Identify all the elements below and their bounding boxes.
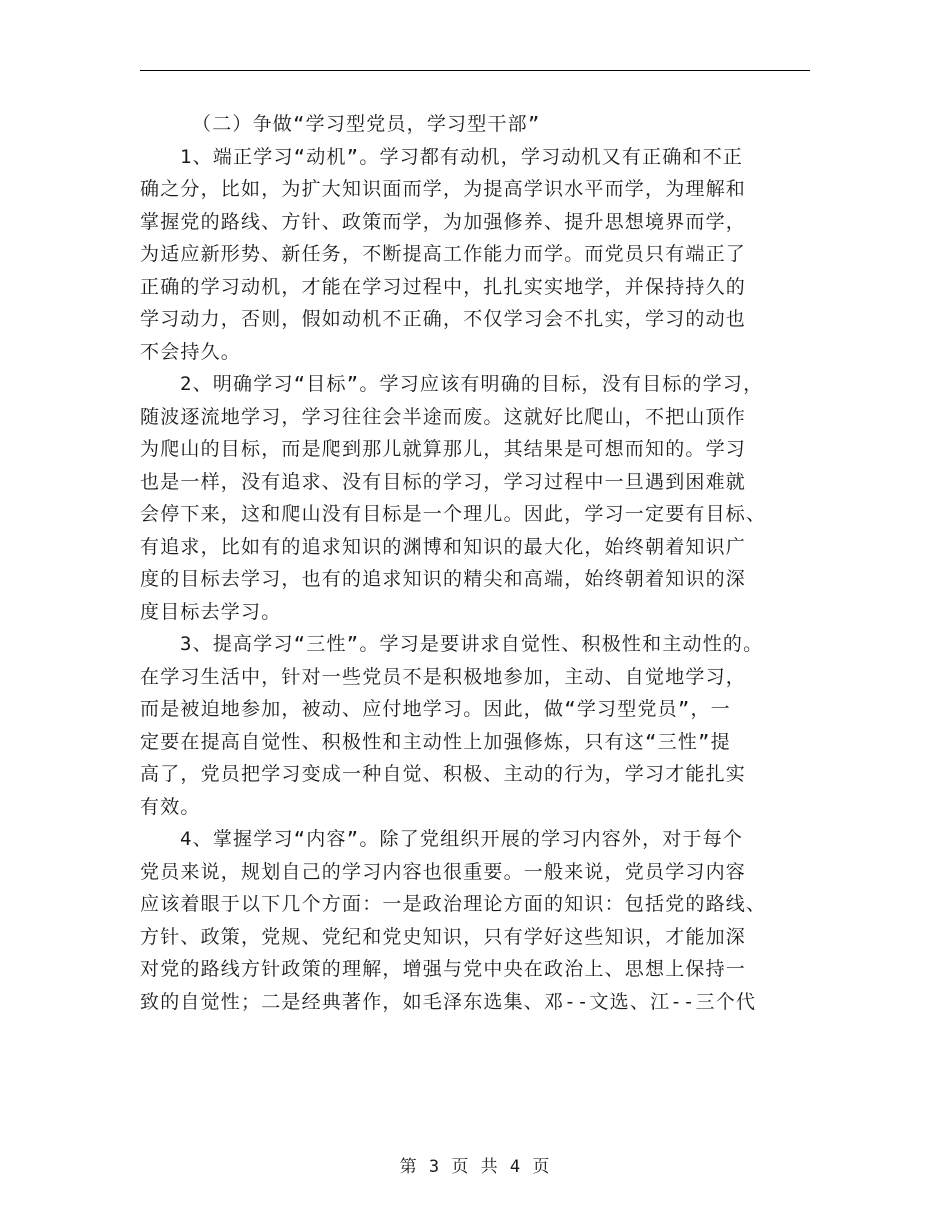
section-heading: （二）争做“学习型党员，学习型干部” [192, 113, 541, 135]
paragraph-line: 正确的学习动机，才能在学习过程中，扎扎实实地学，并保持持久的 [140, 275, 747, 298]
paragraph-line: 也是一样，没有追求、没有目标的学习，学习过程中一旦遇到困难就 [140, 470, 747, 493]
paragraph-2 [140, 368, 820, 628]
page-number-footer: 第 3 页 共 4 页 [399, 1157, 551, 1177]
paragraph-line: 4、掌握学习“内容”。除了党组织开展的学习内容外，对于每个 [180, 828, 744, 850]
paragraph-line: 而是被迫地参加，被动、应付地学习。因此，做“学习型党员”，一 [140, 698, 731, 720]
paragraph-line: 不会持久。 [140, 340, 242, 363]
paragraph-4 [140, 823, 820, 1018]
paragraph-line: 党员来说，规划自己的学习内容也很重要。一般来说，党员学习内容 [140, 860, 747, 883]
paragraph-line: 高了，党员把学习变成一种自觉、积极、主动的行为，学习才能扎实 [140, 763, 747, 785]
paragraph-line: 2、明确学习“目标”。学习应该有明确的目标，没有目标的学习， [180, 373, 764, 395]
paragraph-line: 为适应新形势、新任务，不断提高工作能力而学。而党员只有端正了 [140, 243, 747, 265]
paragraph-line: 有追求，比如有的追求知识的渊博和知识的最大化，始终朝着知识广 [140, 535, 747, 558]
paragraph-line: 度目标去学习。 [140, 600, 282, 623]
paragraph-line: 在学习生活中，针对一些党员不是积极地参加，主动、自觉地学习， [140, 665, 747, 688]
paragraph-line: 有效。 [140, 795, 201, 818]
paragraph-line: 度的目标去学习，也有的追求知识的精尖和高端，始终朝着知识的深 [140, 568, 747, 590]
paragraph-line: 对党的路线方针政策的理解，增强与党中央在政治上、思想上保持一 [140, 958, 747, 980]
paragraph-line: 掌握党的路线、方针、政策而学，为加强修养、提升思想境界而学， [140, 210, 747, 233]
paragraph-line: 方针、政策，党规、党纪和党史知识，只有学好这些知识，才能加深 [140, 925, 747, 948]
paragraph-line: 3、提高学习“三性”。学习是要讲求自觉性、积极性和主动性的。 [180, 633, 764, 655]
header-rule [140, 70, 810, 71]
paragraph-line: 学习动力，否则，假如动机不正确，不仅学习会不扎实，学习的动也 [140, 308, 747, 330]
document-body [140, 108, 820, 1018]
paragraph-line: 定要在提高自觉性、积极性和主动性上加强修炼，只有这“三性”提 [140, 730, 731, 753]
paragraph-1 [140, 141, 820, 369]
paragraph-line: 为爬山的目标，而是爬到那儿就算那儿，其结果是可想而知的。学习 [140, 438, 747, 460]
paragraph-line: 随波逐流地学习，学习往往会半途而废。这就好比爬山，不把山顶作 [140, 405, 747, 428]
paragraph-line: 应该着眼于以下几个方面：一是政治理论方面的知识：包括党的路线、 [140, 893, 767, 915]
paragraph-line: 确之分，比如，为扩大知识面而学，为提高学识水平而学，为理解和 [140, 178, 747, 200]
paragraph-3 [140, 628, 820, 823]
paragraph-line: 1、端正学习“动机”。学习都有动机，学习动机又有正确和不正 [180, 145, 744, 168]
paragraph-line: 致的自觉性；二是经典著作，如毛泽东选集、邓--文选、江--三个代 [140, 990, 757, 1013]
paragraph-line: 会停下来，这和爬山没有目标是一个理儿。因此，学习一定要有目标、 [140, 503, 767, 525]
